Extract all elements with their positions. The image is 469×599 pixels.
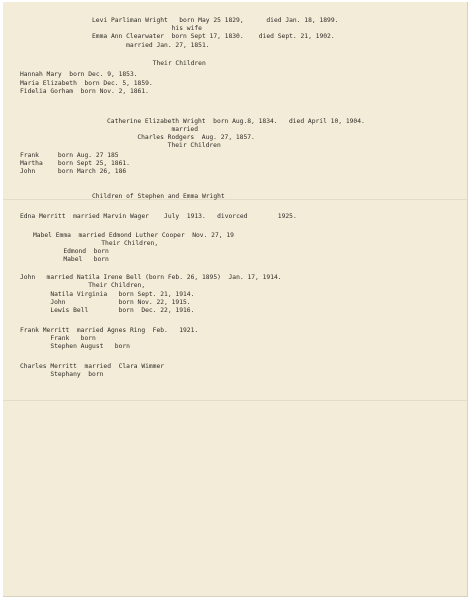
- child-entry: Fidelia Gorham born Nov. 2, 1861.: [20, 88, 149, 95]
- child-entry: Mabel born: [33, 256, 109, 263]
- emma-birth-death-line: Emma Ann Clearwater born Sept 17, 1830. died Sept. 21, 1902.: [92, 33, 335, 40]
- charles-entry: Charles Merritt married Clara Wimmer: [20, 363, 165, 370]
- levi-birth-death-line: Levi Parliman Wright born May 25 1829, died Jan. 18, 1899.: [92, 17, 339, 24]
- edna-entry: Edna Merritt married Marvin Wager July 1913. divorced 1925.: [20, 213, 297, 220]
- their-children-heading: Their Children,: [33, 240, 159, 247]
- child-entry: Lewis Bell born Dec. 22, 1916.: [20, 307, 195, 314]
- child-entry: Frank born Aug. 27 185: [20, 152, 119, 159]
- child-entry: John born Nov. 22, 1915.: [20, 299, 191, 306]
- john-entry: John married Natila Irene Bell (born Feb. 26, 1895) Jan. 17, 1914.: [20, 274, 282, 281]
- fold-crease: [3, 199, 467, 200]
- child-entry: Stephen August born: [20, 343, 130, 350]
- child-entry: Martha born Sept 25, 1861.: [20, 160, 130, 167]
- marriage-date-line: married Jan. 27, 1851.: [92, 42, 210, 49]
- their-children-heading: Their Children: [92, 60, 206, 67]
- frank-entry: Frank Merritt married Agnes Ring Feb. 1921.: [20, 327, 199, 334]
- child-entry: Hannah Mary born Dec. 9, 1853.: [20, 71, 138, 78]
- his-wife-label: his wife: [92, 25, 202, 32]
- child-entry: Edmond born: [33, 248, 109, 255]
- paper-sheet: [3, 2, 468, 597]
- their-children-heading: Their Children: [107, 142, 221, 149]
- child-entry: Maria Elizabeth born Dec. 5, 1859.: [20, 80, 153, 87]
- their-children-heading: Their Children,: [20, 282, 146, 289]
- child-entry: John born March 26, 186: [20, 168, 127, 175]
- mabel-entry: Mabel Emma married Edmond Luther Cooper Nov. 27, 19: [33, 232, 234, 239]
- catherine-birth-death-line: Catherine Elizabeth Wright born Aug.8, 1834. died April 10, 1904.: [107, 118, 365, 125]
- child-entry: Frank born: [20, 335, 96, 342]
- charles-marriage-line: Charles Rodgers Aug. 27, 1857.: [107, 134, 255, 141]
- fold-crease: [3, 400, 467, 401]
- child-entry: Natila Virginia born Sept. 21, 1914.: [20, 291, 195, 298]
- stephen-children-heading: Children of Stephen and Emma Wright: [92, 193, 225, 200]
- child-entry: Stephany born: [20, 371, 104, 378]
- married-label: married: [107, 126, 198, 133]
